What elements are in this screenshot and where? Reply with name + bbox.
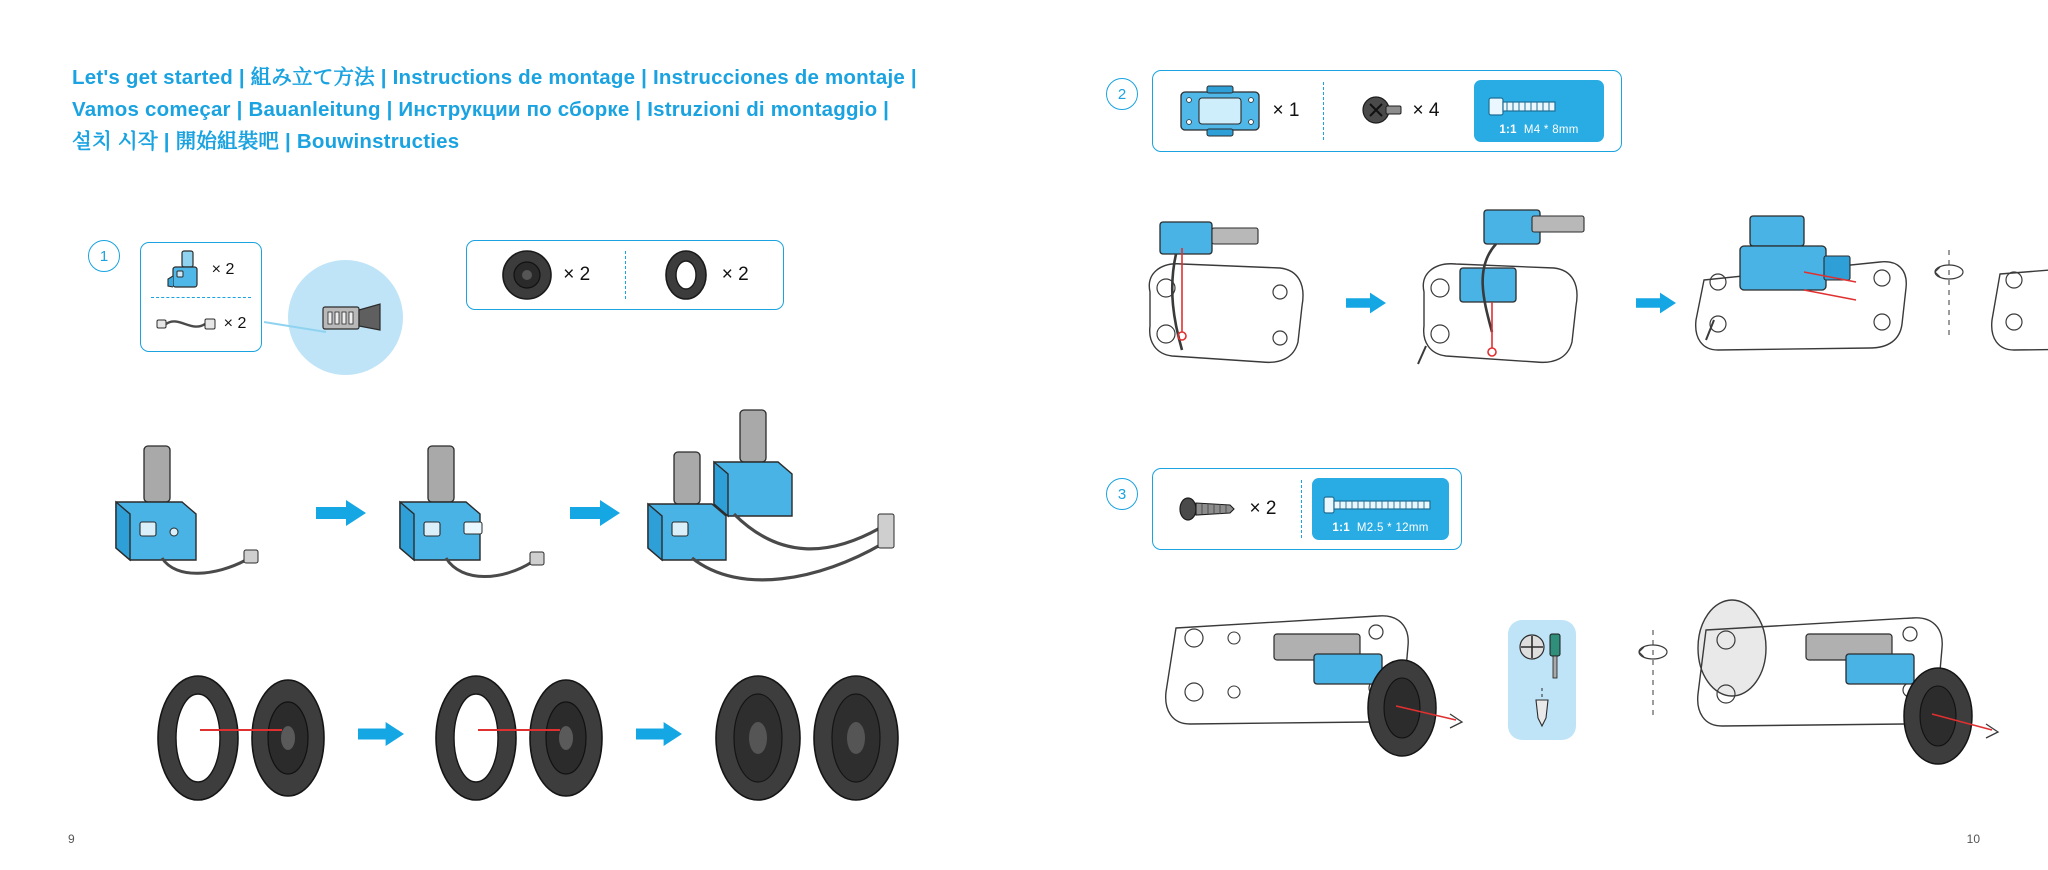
callout-leader-line [262,318,332,338]
step-3-assembly-right [1676,588,2016,788]
page-number-left: 9 [68,832,75,846]
part-screw-side [1153,469,1301,549]
part-bracket [1153,71,1323,151]
step-2-parts-box [1152,70,1622,152]
page-title-line-1: Let's get started | 組み立て方法 | Instructions de montage | Instrucciones de montaje | [72,66,917,89]
flow-arrow-icon [570,500,620,526]
step-1-wheel-parts-box [466,240,784,310]
step-3-scale-chip [1312,478,1449,540]
step-1-parts-box [140,242,262,352]
part-bracket-qty: × 1 [1272,100,1300,121]
flow-arrow-icon [636,722,682,746]
page-title-line-2: Vamos começar | Bauanleitung | Инструкции по сборке | Istruzioni di montaggio | [72,98,890,121]
rotate-symbol-icon [1932,248,1966,338]
part-cable-qty: × 2 [223,315,247,333]
step-2-assembly-stage-2 [1396,206,1626,376]
motor-icon [168,248,204,292]
wheel-assembly-result [700,668,920,808]
flow-arrow-icon [358,722,404,746]
flow-arrow-icon [1346,292,1386,314]
wheel-assembly-stage-1 [150,668,340,808]
wheel-hub-icon [501,249,553,301]
tool-callout-icons [1518,630,1568,734]
flow-arrow-icon [1636,292,1676,314]
step-3-scale-label: 1:1 M2.5 * 12mm [1332,522,1429,534]
step-2-scale-label: 1:1 M4 * 8mm [1499,124,1579,136]
motor-assembly-stage-3 [630,410,930,600]
parts-divider [1301,480,1302,538]
part-motor [141,243,261,297]
page-number-right: 10 [1966,832,1980,846]
step-number-2: 2 [1106,78,1138,110]
wheel-assembly-stage-2 [428,668,618,808]
step-2-assembly-stage-4 [1976,212,2048,372]
bracket-icon [1177,84,1263,138]
rotate-symbol-icon [1636,628,1670,718]
cable-icon [156,313,216,335]
step-2-scale-chip [1474,80,1604,142]
step-3-assembly-left [1164,588,1484,778]
step-number-3: 3 [1106,478,1138,510]
page-title-line-3: 설치 시작 | 開始組裝吧 | Bouwinstructies [72,130,460,153]
page-title [72,62,932,158]
part-tire-qty: × 2 [721,264,749,285]
flow-arrow-icon [316,500,366,526]
motor-assembly-stage-1 [96,440,306,590]
screw-m25-icon [1316,489,1446,521]
part-wheel-hub-qty: × 2 [563,264,591,285]
part-screw-head-qty: × 4 [1412,100,1440,121]
part-wheel-hub [467,241,625,309]
page-right [1024,0,2048,870]
screw-m4-icon [1479,89,1599,123]
part-tire [626,241,784,309]
step-2-assembly-stage-3 [1684,212,1924,372]
part-motor-qty: × 2 [211,260,235,278]
step-2-assembly-stage-1 [1130,222,1340,372]
part-screw-side-qty: × 2 [1249,498,1277,519]
part-screw-head [1324,71,1474,151]
step-number-1: 1 [88,240,120,272]
tire-icon [660,249,712,301]
screw-side-icon [1178,495,1240,523]
motor-assembly-stage-2 [380,440,600,590]
part-cable [141,298,261,352]
step-3-parts-box [1152,468,1462,550]
screw-head-icon [1359,94,1403,128]
